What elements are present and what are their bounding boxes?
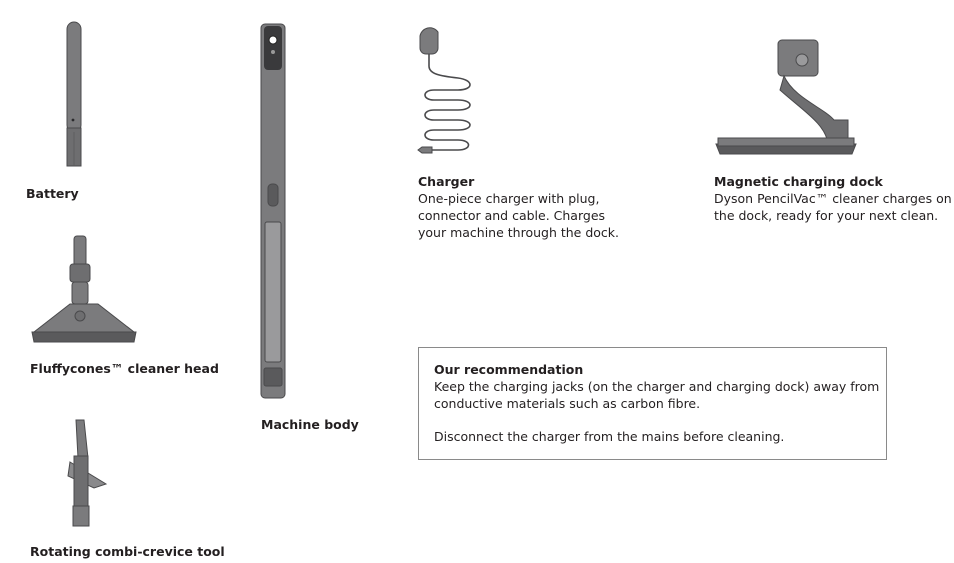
recommendation-line: Keep the charging jacks (on the charger and charging dock) away from [434, 379, 880, 394]
battery-label: Battery [26, 186, 79, 201]
recommendation-note: Disconnect the charger from the mains before cleaning. [434, 429, 785, 444]
dock-description-line: the dock, ready for your next clean. [714, 208, 939, 223]
charger-description-line: your machine through the dock. [418, 225, 620, 240]
crevice-tool-icon [66, 418, 116, 530]
charging-dock-icon [714, 38, 858, 158]
charger-description-line: One-piece charger with plug, [418, 191, 600, 206]
machine-body-label: Machine body [261, 417, 359, 432]
dock-title: Magnetic charging dock [714, 174, 883, 189]
recommendation-line: conductive materials such as carbon fibre. [434, 396, 701, 411]
cleaner-head-icon [30, 234, 138, 346]
charger-icon [416, 22, 476, 162]
dock-description [714, 190, 952, 224]
dock-description-line: Dyson PencilVac™ cleaner charges on [714, 191, 952, 206]
crevice-tool-label: Rotating combi-crevice tool [30, 544, 225, 559]
recommendation-title: Our recommendation [434, 362, 584, 377]
charger-description [418, 190, 619, 241]
machine-body-icon [258, 22, 288, 402]
recommendation-box [418, 347, 887, 460]
charger-title: Charger [418, 174, 475, 189]
recommendation-text [434, 378, 879, 412]
cleaner-head-label: Fluffycones™ cleaner head [30, 361, 219, 376]
charger-description-line: connector and cable. Charges [418, 208, 606, 223]
battery-icon [64, 20, 84, 170]
